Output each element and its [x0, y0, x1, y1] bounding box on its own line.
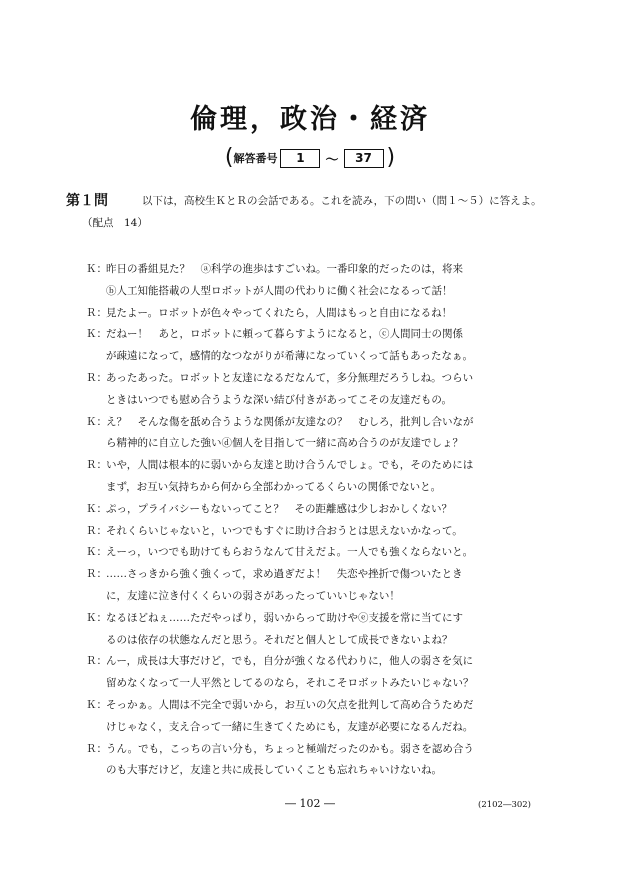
page-number: ― 102 ―	[285, 797, 335, 810]
range-separator: ～	[325, 152, 339, 168]
speech-text: けじゃなく，支え合って一緒に生きてくためにも，友達が必要になるんだね。	[106, 720, 474, 733]
speaker: Ｋ：	[86, 546, 107, 559]
answer-number-label: 解答番号	[233, 152, 278, 165]
dialogue-line	[86, 303, 556, 325]
speaker	[86, 433, 106, 455]
speaker: Ｒ：	[86, 568, 107, 581]
speaker: Ｒ：	[86, 524, 107, 537]
speaker: Ｒ：	[86, 371, 107, 384]
speech-text: 留めなくなって一人平然としてるのなら，それこそロボットみたいじゃない？	[106, 677, 474, 690]
dialogue-line	[86, 433, 556, 455]
speech-text: え？ そんな傷を舐め合うような関係が友達なの？ むしろ，批判し合いなが	[106, 415, 474, 428]
dialogue-line	[86, 695, 556, 717]
dialogue-line	[86, 542, 556, 564]
speaker	[86, 586, 106, 608]
dialogue-line	[86, 346, 556, 368]
speaker: Ｋ：	[86, 698, 107, 711]
speech-text: が疎遠になって，感情的なつながりが希薄になっていくって話もあったなぁ。	[106, 350, 473, 363]
answer-start-box: 1	[280, 149, 320, 168]
answer-end-box: 37	[344, 149, 384, 168]
speaker: Ｋ：	[86, 328, 107, 341]
speech-text: えーっ，いつでも助けてもらおうなんて甘えだよ。一人でも強くならないと。	[106, 546, 474, 559]
dialogue-line	[86, 390, 556, 412]
speaker	[86, 673, 106, 695]
speaker	[86, 717, 106, 739]
dialogue-line	[86, 673, 556, 695]
speaker: Ｋ：	[86, 415, 107, 428]
speaker	[86, 281, 106, 303]
dialogue-line	[86, 760, 556, 782]
open-paren: (	[224, 145, 234, 170]
dialogue-line	[86, 499, 556, 521]
speech-text: そっかぁ。人間は不完全で弱いから，お互いの欠点を批判して高め合うためだ	[106, 698, 474, 711]
speech-text: ときはいつでも慰め合うような深い結び付きがあってこその友達だもの。	[106, 393, 452, 406]
speech-text: なるほどねぇ……ただやっぱり，弱いからって助けやⓔ支援を常に当てにす	[106, 611, 463, 624]
dialogue-line	[86, 739, 556, 761]
speech-text: ぷっ，プライバシーもないってこと？ その距離感は少しおかしくない？	[106, 502, 452, 515]
dialogue-line	[86, 477, 556, 499]
speech-text: ……さっきから強く強くって，求め過ぎだよ！ 失恋や挫折で傷ついたとき	[106, 568, 463, 581]
dialogue-line	[86, 651, 556, 673]
dialogue-line	[86, 717, 556, 739]
speech-text: だねー！ あと，ロボットに頼って暮らすようになると，ⓒ人間同士の関係	[106, 328, 463, 341]
dialogue-line	[86, 564, 556, 586]
question-intro: 以下は，高校生ＫとＲの会話である。これを読み，下の問い（問１～５）に答えよ。（配点 14）	[82, 195, 542, 229]
speech-text: うん。でも，こっちの言い分も，ちょっと極端だったのかも。弱さを認め合う	[106, 742, 474, 755]
answer-number-range	[0, 147, 620, 169]
dialogue-line	[86, 281, 556, 303]
dialogue-line	[86, 368, 556, 390]
speech-text: まず，お互い気持ちから何から全部わかってるくらいの関係でないと。	[106, 480, 442, 493]
exam-code: (2102―302)	[478, 800, 531, 810]
speech-text: ⓑ人工知能搭載の人型ロボットが人間の代わりに働く社会になるって話！	[106, 284, 453, 297]
speaker: Ｋ：	[86, 263, 107, 275]
close-paren: )	[386, 145, 396, 170]
speech-text: いや，人間は根本的に弱いから友達と助け合うんでしょ。でも，そのためには	[106, 459, 474, 472]
speech-text: るのは依存の状態なんだと思う。それだと個人として成長できないよね？	[106, 633, 453, 646]
dialogue	[86, 259, 556, 782]
dialogue-line	[86, 259, 556, 281]
question-header	[66, 190, 552, 234]
speech-text: んー，成長は大事だけど，でも，自分が強くなる代わりに，他人の弱さを気に	[106, 655, 474, 668]
speech-text: に，友達に泣き付くくらいの弱さがあったっていいじゃない！	[106, 589, 400, 602]
speaker: Ｋ：	[86, 611, 107, 624]
dialogue-line	[86, 455, 556, 477]
question-number: 第１問	[66, 193, 108, 209]
speaker	[86, 390, 106, 412]
speech-text: 見たよー。ロボットが色々やってくれたら，人間はもっと自由になるね！	[106, 306, 453, 319]
speaker: Ｒ：	[86, 306, 107, 319]
speaker	[86, 477, 106, 499]
speaker	[86, 760, 106, 782]
speaker: Ｋ：	[86, 502, 107, 515]
speaker	[86, 346, 106, 368]
speaker: Ｒ：	[86, 459, 107, 472]
speaker: Ｒ：	[86, 742, 107, 755]
page-title: 倫理，政治・経済	[190, 104, 430, 135]
dialogue-line	[86, 586, 556, 608]
speaker	[86, 630, 106, 652]
speaker: Ｒ：	[86, 655, 107, 668]
dialogue-line	[86, 630, 556, 652]
speech-text: あったあった。ロボットと友達になるだなんて，多分無理だろうしね。つらい	[106, 371, 474, 384]
dialogue-line	[86, 521, 556, 543]
dialogue-line	[86, 412, 556, 434]
dialogue-line	[86, 324, 556, 346]
speech-text: それくらいじゃないと，いつでもすぐに助け合おうとは思えないかなって。	[106, 524, 463, 537]
speech-text: 昨日の番組見た？ ⓐ科学の進歩はすごいね。一番印象的だったのは，将来	[106, 263, 463, 275]
speech-text: のも大事だけど，友達と共に成長していくことも忘れちゃいけないね。	[106, 764, 442, 777]
speech-text: ら精神的に自立した強いⓓ個人を目指して一緒に高め合うのが友達でしょ？	[106, 437, 463, 450]
dialogue-line	[86, 608, 556, 630]
